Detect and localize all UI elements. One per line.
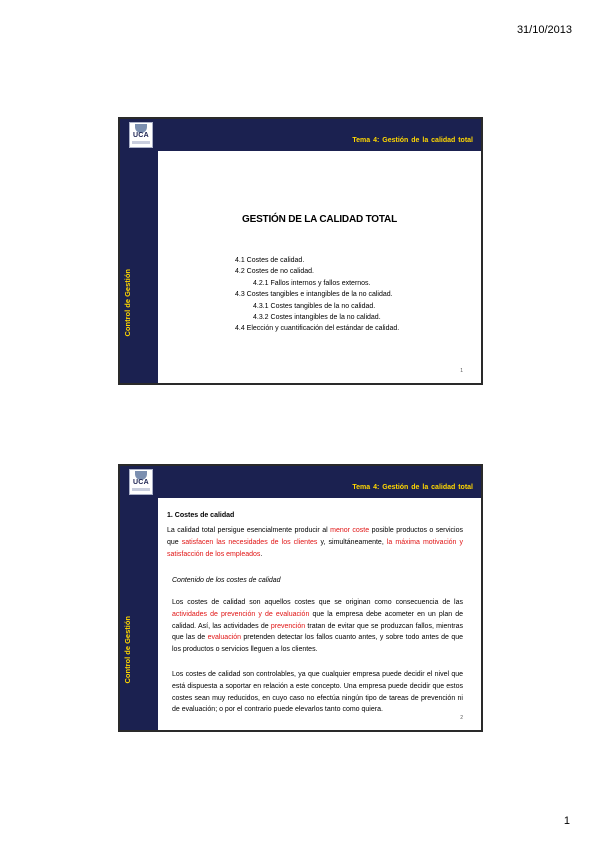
page-number: 1: [563, 815, 570, 827]
intro-paragraph: La calidad total persigue esencialmente producir al menor coste posible productos o servicios que satisfacen las necesidades de los clientes y, simultáneamente, la máxima motivación y satisfacción de los empleados.: [167, 527, 463, 558]
slide-1: [118, 117, 483, 385]
subsection-title: Contenido de los costes de calidad: [172, 577, 281, 584]
highlight-text: evaluación: [207, 634, 242, 642]
toc-item: 4.2 Costes de no calidad.: [235, 268, 314, 276]
highlight-text: prevención: [270, 622, 306, 630]
section-title: 1. Costes de calidad: [167, 512, 235, 519]
university-logo: [129, 122, 153, 148]
slide-sidebar: [120, 466, 158, 730]
logo-text: UCA: [132, 132, 150, 139]
slide-2: [118, 464, 483, 732]
toc-item: 4.4 Elección y cuantificación del estándar de calidad.: [235, 325, 400, 333]
toc-subitem: 4.3.1 Costes tangibles de la no calidad.: [253, 302, 376, 310]
sidebar-course-label: Control de Gestión: [123, 268, 132, 336]
content-paragraph: Los costes de calidad son controlables, ya que cualquier empresa puede decidir el nivel que está dispuesta a soportar en relación a este concepto. Una empresa puede decidir que estos costes sean muy reducidos, en cuyo caso no efectúa ningún tipo de tareas de prevención ni de evaluación; o por el contrario puede elevarlos tanto como quiera.: [172, 671, 463, 714]
university-logo: [129, 469, 153, 495]
slide-number: 2: [460, 715, 463, 721]
sidebar-course-label: Control de Gestión: [123, 615, 132, 683]
slide-header-title: Tema 4: Gestión de la calidad total: [352, 137, 473, 144]
slide-header-bar: [158, 466, 481, 498]
slide-main-title: GESTIÓN DE LA CALIDAD TOTAL: [242, 214, 397, 225]
toc-item: 4.1 Costes de calidad.: [235, 257, 305, 264]
table-of-contents: [235, 255, 399, 335]
slide-sidebar: [120, 119, 158, 383]
toc-subitem: 4.2.1 Fallos internos y fallos externos.: [253, 279, 371, 287]
highlight-text: la máxima motivación y satisfacción de los empleados: [167, 538, 463, 558]
toc-item: 4.3 Costes tangibles e intangibles de la no calidad.: [235, 291, 393, 299]
highlight-text: menor coste: [330, 527, 370, 534]
page-date: 31/10/2013: [516, 24, 572, 36]
highlight-text: actividades de prevención y de evaluación: [172, 610, 310, 618]
slide-number: 1: [460, 368, 463, 374]
slide-header-bar: [158, 119, 481, 151]
content-paragraph: Los costes de calidad son aquellos costes que se originan como consecuencia de las actividades de prevención y de evaluación que la empresa debe acometer en un plan de calidad. Así, las actividades de prevención tratan de evitar que se produzcan fallos, mientras que las de evaluación pretenden detectar los fallos cuanto antes, y sobre todo antes de que los productos o servicios lleguen a los clientes.: [172, 599, 464, 654]
toc-subitem: 4.3.2 Costes intangibles de la no calidad.: [253, 314, 381, 322]
highlight-text: satisfacen las necesidades de los clientes: [181, 538, 318, 546]
logo-text: UCA: [132, 479, 150, 486]
slide-header-title: Tema 4: Gestión de la calidad total: [352, 484, 473, 491]
